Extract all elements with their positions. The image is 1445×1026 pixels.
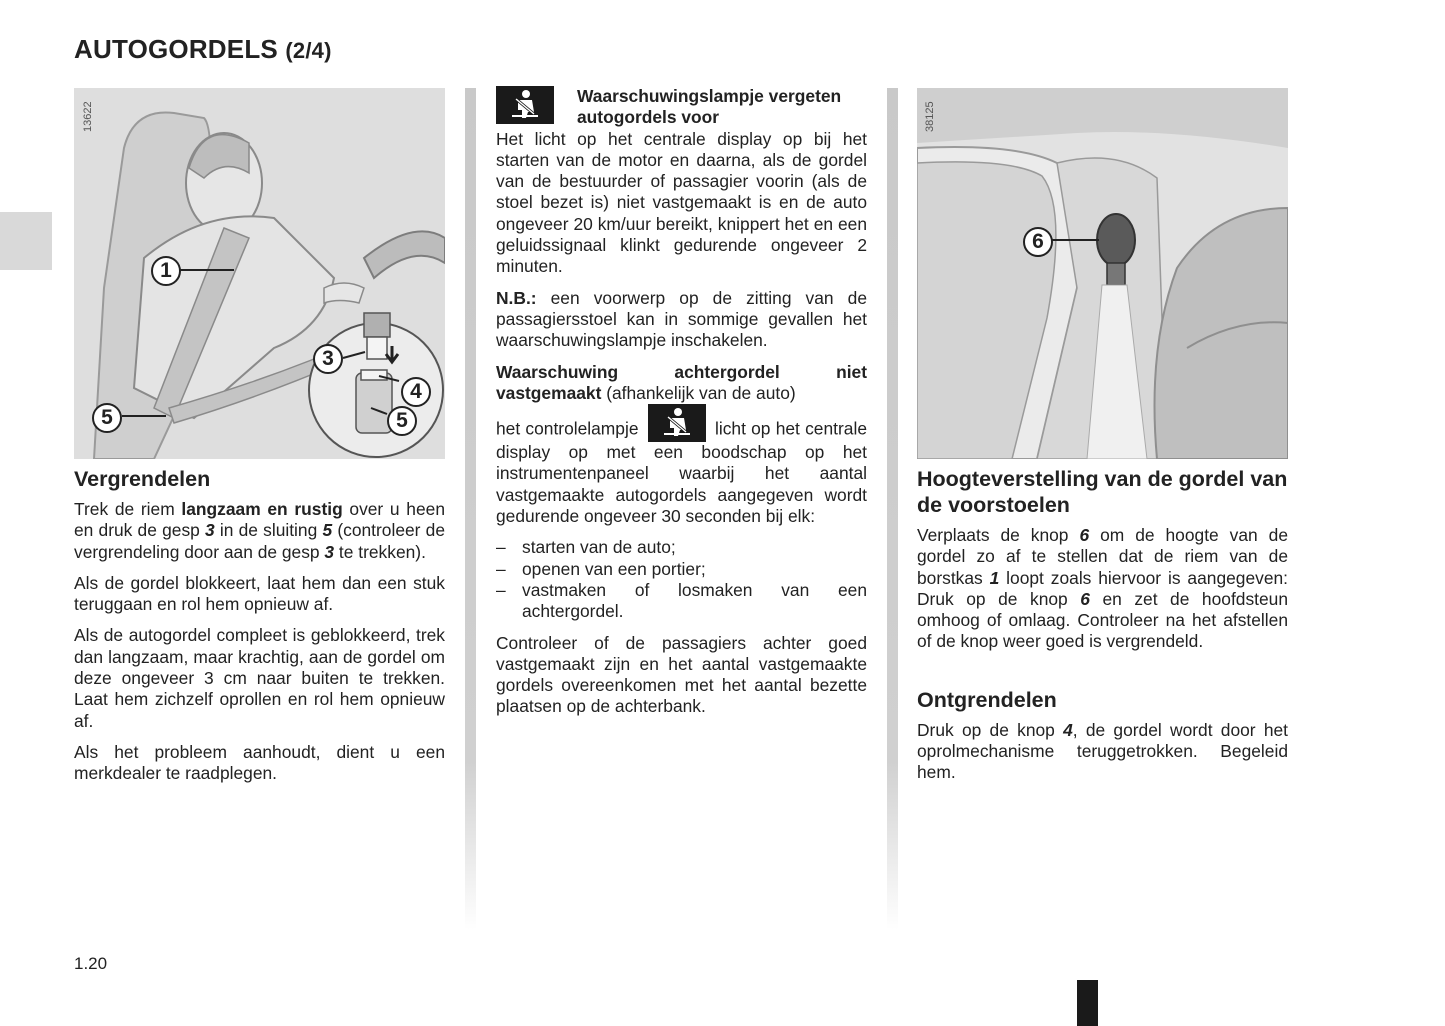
callout-5: 5 <box>92 403 122 433</box>
heading-vergrendelen: Vergrendelen <box>74 467 211 491</box>
callout-3: 3 <box>313 344 343 374</box>
paragraph-check-rear: Controleer of de passagiers achter goed vastgemaakt zijn en het aantal vastgemaakte gordels overeenkomen met het aantal bezette plaatsen op de achterbank. <box>496 632 867 717</box>
callout-1: 1 <box>151 256 181 286</box>
seatbelt-warning-icon <box>496 86 554 124</box>
callout-4: 4 <box>401 377 431 407</box>
callout-6: 6 <box>1023 227 1053 257</box>
page-title: AUTOGORDELS (2/4) <box>74 34 332 64</box>
paragraph-blocked: Als de autogordel compleet is geblokkeerd, trek dan langzaam, maar krachtig, aan de gordel om deze ongeveer 3 cm naar buiten te trekken. Laat hem zichzelf oprollen en rol hem opnieuw af. <box>74 625 445 731</box>
paragraph-rear-title: Waarschuwing achtergordel niet vastgemaakt (afhankelijk van de auto) <box>496 361 867 403</box>
list-item: – starten van de auto; <box>496 537 867 558</box>
driver-illustration <box>74 88 445 459</box>
page-number: 1.20 <box>74 954 108 973</box>
column-right <box>917 466 1288 794</box>
page-title-part: (2/4) <box>285 38 332 63</box>
column-divider-1 <box>465 88 476 930</box>
seatbelt-warning-icon-inline <box>648 404 706 442</box>
figure-number: 38125 <box>924 101 936 132</box>
height-adjust-figure <box>917 88 1288 459</box>
paragraph-nb: N.B.: een voorwerp op de zitting van de passagiersstoel kan in sommige gevallen het waarschuwingslampje inschakelen. <box>496 287 867 351</box>
paragraph-dealer: Als het probleem aanhoudt, dient u een merkdealer te raadplegen. <box>74 741 445 784</box>
edge-marker <box>1077 980 1098 1026</box>
pillar-illustration <box>917 88 1288 459</box>
paragraph-front-warning: Het licht op het centrale display op bij het starten van de motor en daarna, als de gordel van de bestuurder of passagier voorin (als de stoel bezet is) niet vastgemaakt is en de auto ongeveer 20 km/uur bereikt, knippert het en een geluidssignaal klinkt gedurende ongeveer 2 minuten. <box>496 128 867 277</box>
event-list <box>496 537 867 622</box>
column-divider-2 <box>887 88 898 930</box>
column-middle <box>496 86 867 728</box>
list-item: – vastmaken of losmaken van een achtergordel. <box>496 580 867 623</box>
section-tab <box>0 212 52 270</box>
driver-seatbelt-figure <box>74 88 445 459</box>
paragraph-unlock: Druk op de knop 4, de gordel wordt door het oprolmechanisme teruggetrokken. Begeleid hem. <box>917 719 1288 783</box>
column-left <box>74 466 445 795</box>
list-item: – openen van een portier; <box>496 559 867 580</box>
front-warning-title: Waarschuwingslampje vergeten autogordels voor <box>577 86 842 128</box>
paragraph-rear-lamp: het controlelampje licht op het centrale display op met een boodschap op het instrumentenpaneel waarbij het aantal vastgemaakte autogordels aangegeven wordt gedurende ongeveer 30 seconden bij elk: <box>496 418 867 527</box>
paragraph-block: Als de gordel blokkeert, laat hem dan een stuk teruggaan en rol hem opnieuw af. <box>74 572 445 615</box>
figure-number: 13622 <box>82 101 94 132</box>
heading-ontgrendelen: Ontgrendelen <box>917 687 1057 712</box>
paragraph-height-adjust: Verplaats de knop 6 om de hoogte van de gordel zo af te stellen dat de riem van de borstkas 1 loopt zoals hiervoor is aangegeven: Druk op de knop 6 en zet de hoofdsteun omhoog of omlaag. Controleer na het afstellen of de knop weer goed is vergrendeld. <box>917 525 1289 652</box>
heading-height-adjust: Hoogteverstelling van de gordel van de voorstoelen <box>917 467 1288 517</box>
paragraph-lock: Trek de riem langzaam en rustig over u heen en druk de gesp 3 in de sluiting 5 (controleer de vergrendeling door aan de gesp 3 te trekken). <box>74 499 445 562</box>
callout-5-inset: 5 <box>387 406 417 436</box>
front-warning-block <box>496 86 867 129</box>
